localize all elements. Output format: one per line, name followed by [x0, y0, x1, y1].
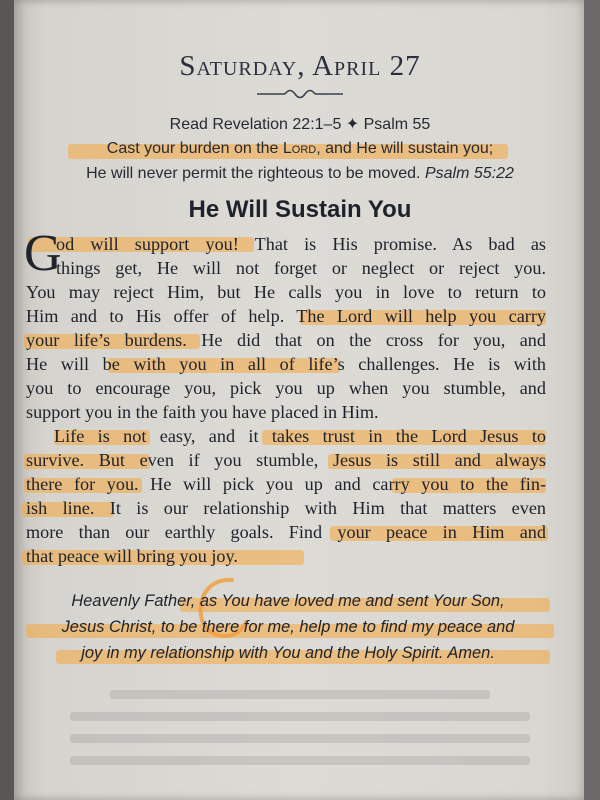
body-line: there for you. He will pick you up and carry you to the fin- — [26, 474, 546, 494]
show-through-text — [70, 712, 530, 721]
key-verse-line2 — [0, 165, 600, 183]
scripture-reading: Read Revelation 22:1–5 ✦ Psalm 55 — [169, 116, 431, 133]
key-verse-text-2: He will never permit the righteous to be moved. — [86, 165, 425, 182]
key-verse-reference: Psalm 55:22 — [424, 165, 514, 182]
show-through-text — [70, 756, 530, 765]
key-verse-line1 — [0, 140, 600, 158]
key-verse-text-end: , and He will sustain you; — [316, 140, 494, 157]
body-line: things get, He will not forget or neglect or reject you. — [56, 258, 546, 278]
body-line: od will support you! That is His promise. As bad as — [56, 234, 546, 254]
drop-cap: G — [24, 225, 62, 282]
prayer-line: Jesus Christ, to be there for me, help me to find my peace and — [61, 618, 515, 636]
body-line: Him and to His offer of help. The Lord will help you carry — [26, 306, 546, 326]
body-line: your life’s burdens. He did that on the cross for you, and — [26, 330, 546, 350]
body-line: He will be with you in all of life’s challenges. He is with — [26, 354, 546, 374]
body-line: support you in the faith you have placed in Him. — [26, 402, 379, 422]
body-line: You may reject Him, but He calls you in love to return to — [26, 282, 546, 302]
body-line: ish line. It is our relationship with Him that matters even — [26, 498, 546, 518]
key-verse-text: Cast your burden on the — [106, 140, 283, 157]
devotional-title: He Will Sustain You — [188, 196, 412, 223]
prayer-line: Heavenly Father, as You have loved me and sent Your Son, — [71, 592, 505, 610]
body-line: Life is not easy, and it takes trust in the Lord Jesus to — [54, 426, 546, 446]
show-through-text — [70, 734, 530, 743]
page-date: Saturday, April 27 — [179, 50, 421, 82]
body-line: you to encourage you, pick you up when you stumble, and — [26, 378, 546, 398]
key-verse-lord: Lord — [282, 140, 317, 157]
prayer-line: joy in my relationship with You and the Holy Spirit. Amen. — [81, 644, 495, 662]
body-line: that peace will bring you joy. — [26, 546, 238, 566]
body-line: more than our earthly goals. Find your peace in Him and — [26, 522, 546, 542]
show-through-text — [110, 690, 490, 699]
body-line: survive. But even if you stumble, Jesus is still and always — [26, 450, 546, 470]
ornament-icon — [255, 86, 345, 102]
